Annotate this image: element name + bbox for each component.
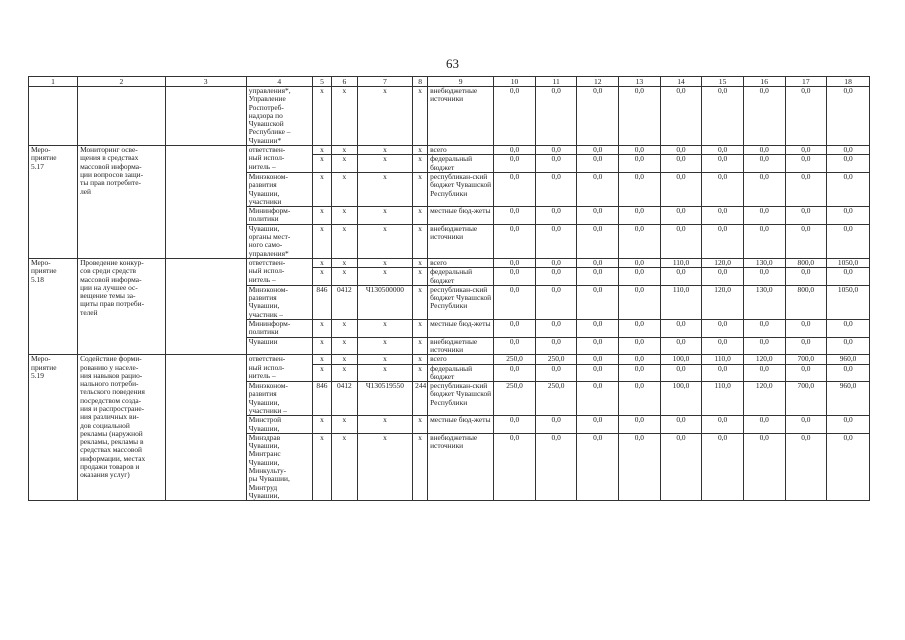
amount-2023-cell: 0,0 [660, 224, 702, 258]
target-article-cell: Ч130519550 [357, 382, 412, 416]
amount-2021-cell: 0,0 [577, 87, 619, 146]
amount-2022-cell: 0,0 [619, 172, 661, 206]
amount-2021-cell: 0,0 [577, 433, 619, 500]
amount-2031-2035-cell: 0,0 [827, 155, 870, 173]
amount-2031-2035-cell: 0,0 [827, 337, 870, 355]
funding-source-cell: федеральный бюджет [428, 268, 494, 286]
amount-2020-cell: 0,0 [535, 337, 577, 355]
amount-2019-cell: 0,0 [494, 258, 536, 267]
amount-2020-cell: 250,0 [535, 382, 577, 416]
amount-2019-cell: 0,0 [494, 224, 536, 258]
section-cell: x [332, 433, 358, 500]
amount-2024-cell: 120,0 [702, 258, 744, 267]
amount-2031-2035-cell: 0,0 [827, 146, 870, 155]
amount-2025-cell: 0,0 [743, 364, 785, 382]
table-row [29, 355, 870, 364]
amount-2023-cell: 110,0 [660, 258, 702, 267]
grbs-cell: x [312, 433, 331, 500]
amount-2026-2030-cell: 0,0 [785, 224, 827, 258]
amount-2031-2035-cell: 0,0 [827, 172, 870, 206]
goal-cell [165, 146, 246, 259]
executor-cell: ответствен- ный испол- нитель – [246, 146, 312, 173]
measure-id-cell: Меро- приятие 5.19 [29, 355, 78, 501]
amount-2019-cell: 0,0 [494, 207, 536, 225]
amount-2022-cell: 0,0 [619, 364, 661, 382]
measure-id-cell [29, 87, 78, 146]
amount-2022-cell: 0,0 [619, 382, 661, 416]
amount-2022-cell: 0,0 [619, 258, 661, 267]
amount-2025-cell: 120,0 [743, 355, 785, 364]
amount-2019-cell: 250,0 [494, 355, 536, 364]
section-cell: x [332, 155, 358, 173]
measure-name-cell: Проведение конкур- сов среди средств массовой информа- ции на лучшее ос- вещение темы за- щиты прав потреби- телей [78, 258, 166, 354]
grbs-cell: x [312, 146, 331, 155]
amount-2022-cell: 0,0 [619, 320, 661, 338]
target-article-cell: x [357, 224, 412, 258]
amount-2025-cell: 130,0 [743, 285, 785, 319]
amount-2023-cell: 0,0 [660, 320, 702, 338]
amount-2022-cell: 0,0 [619, 355, 661, 364]
funding-source-cell: республикан-ский бюджет Чувашской Республики [428, 382, 494, 416]
amount-2020-cell: 250,0 [535, 355, 577, 364]
amount-2021-cell: 0,0 [577, 355, 619, 364]
section-cell: 0412 [332, 285, 358, 319]
funding-source-cell: внебюджетные источники [428, 337, 494, 355]
amount-2024-cell: 0,0 [702, 433, 744, 500]
amount-2020-cell: 0,0 [535, 285, 577, 319]
amount-2023-cell: 0,0 [660, 207, 702, 225]
grbs-cell: x [312, 172, 331, 206]
amount-2020-cell: 0,0 [535, 224, 577, 258]
target-article-cell: x [357, 87, 412, 146]
amount-2022-cell: 0,0 [619, 337, 661, 355]
amount-2026-2030-cell: 0,0 [785, 207, 827, 225]
target-article-cell: x [357, 258, 412, 267]
grbs-cell: x [312, 155, 331, 173]
amount-2031-2035-cell: 960,0 [827, 382, 870, 416]
grbs-cell: 846 [312, 285, 331, 319]
header-cell: 3 [165, 77, 246, 87]
section-cell: x [332, 337, 358, 355]
measure-name-cell: Мониторинг осве- щения в средствах массовой информа- ции вопросов защи- ты прав потребите- лей [78, 146, 166, 259]
amount-2021-cell: 0,0 [577, 258, 619, 267]
executor-cell: Минэконом- развития Чувашии, участники [246, 172, 312, 206]
amount-2020-cell: 0,0 [535, 364, 577, 382]
budget-table [28, 76, 870, 501]
header-cell: 6 [332, 77, 358, 87]
amount-2024-cell: 120,0 [702, 285, 744, 319]
amount-2031-2035-cell: 1050,0 [827, 285, 870, 319]
section-cell: x [332, 172, 358, 206]
header-cell: 17 [785, 77, 827, 87]
amount-2021-cell: 0,0 [577, 146, 619, 155]
grbs-cell: 846 [312, 382, 331, 416]
amount-2023-cell: 0,0 [660, 364, 702, 382]
target-article-cell: x [357, 146, 412, 155]
amount-2026-2030-cell: 0,0 [785, 433, 827, 500]
amount-2026-2030-cell: 0,0 [785, 337, 827, 355]
target-article-cell: x [357, 364, 412, 382]
expense-group-cell: x [413, 355, 428, 364]
measure-name-cell [78, 87, 166, 146]
amount-2021-cell: 0,0 [577, 382, 619, 416]
grbs-cell: x [312, 268, 331, 286]
amount-2021-cell: 0,0 [577, 364, 619, 382]
amount-2026-2030-cell: 0,0 [785, 364, 827, 382]
expense-group-cell: x [413, 364, 428, 382]
amount-2023-cell: 0,0 [660, 146, 702, 155]
amount-2022-cell: 0,0 [619, 146, 661, 155]
expense-group-cell: x [413, 285, 428, 319]
funding-source-cell: местные бюд-жеты [428, 416, 494, 434]
amount-2026-2030-cell: 0,0 [785, 146, 827, 155]
amount-2024-cell: 0,0 [702, 320, 744, 338]
section-cell: x [332, 364, 358, 382]
amount-2022-cell: 0,0 [619, 268, 661, 286]
amount-2031-2035-cell: 0,0 [827, 87, 870, 146]
target-article-cell: Ч130500000 [357, 285, 412, 319]
funding-source-cell: федеральный бюджет [428, 364, 494, 382]
amount-2019-cell: 0,0 [494, 172, 536, 206]
amount-2024-cell: 0,0 [702, 146, 744, 155]
amount-2021-cell: 0,0 [577, 337, 619, 355]
amount-2020-cell: 0,0 [535, 416, 577, 434]
amount-2031-2035-cell: 0,0 [827, 364, 870, 382]
amount-2031-2035-cell: 0,0 [827, 207, 870, 225]
section-cell: x [332, 268, 358, 286]
amount-2020-cell: 0,0 [535, 268, 577, 286]
expense-group-cell: x [413, 172, 428, 206]
target-article-cell: x [357, 268, 412, 286]
amount-2019-cell: 0,0 [494, 268, 536, 286]
amount-2025-cell: 130,0 [743, 258, 785, 267]
header-cell: 10 [494, 77, 536, 87]
grbs-cell: x [312, 337, 331, 355]
amount-2026-2030-cell: 0,0 [785, 155, 827, 173]
amount-2019-cell: 0,0 [494, 416, 536, 434]
amount-2019-cell: 0,0 [494, 285, 536, 319]
section-cell: x [332, 258, 358, 267]
section-cell: x [332, 224, 358, 258]
amount-2025-cell: 0,0 [743, 172, 785, 206]
target-article-cell: x [357, 155, 412, 173]
amount-2024-cell: 0,0 [702, 268, 744, 286]
amount-2020-cell: 0,0 [535, 172, 577, 206]
amount-2021-cell: 0,0 [577, 416, 619, 434]
funding-source-cell: всего [428, 258, 494, 267]
expense-group-cell: x [413, 258, 428, 267]
amount-2024-cell: 110,0 [702, 382, 744, 416]
amount-2025-cell: 0,0 [743, 146, 785, 155]
executor-cell: Минстрой Чувашии, [246, 416, 312, 434]
amount-2024-cell: 0,0 [702, 207, 744, 225]
target-article-cell: x [357, 172, 412, 206]
amount-2026-2030-cell: 0,0 [785, 268, 827, 286]
page-number: 63 [446, 56, 459, 71]
executor-cell: Минэконом- развития Чувашии, участник – [246, 285, 312, 319]
header-cell: 12 [577, 77, 619, 87]
target-article-cell: x [357, 355, 412, 364]
header-cell: 1 [29, 77, 78, 87]
header-row [29, 77, 870, 87]
funding-source-cell: всего [428, 146, 494, 155]
amount-2023-cell: 0,0 [660, 87, 702, 146]
amount-2019-cell: 0,0 [494, 87, 536, 146]
amount-2020-cell: 0,0 [535, 146, 577, 155]
amount-2022-cell: 0,0 [619, 207, 661, 225]
expense-group-cell: x [413, 433, 428, 500]
amount-2025-cell: 0,0 [743, 337, 785, 355]
section-cell: x [332, 87, 358, 146]
header-cell: 5 [312, 77, 331, 87]
amount-2022-cell: 0,0 [619, 155, 661, 173]
amount-2022-cell: 0,0 [619, 285, 661, 319]
amount-2026-2030-cell: 0,0 [785, 172, 827, 206]
amount-2019-cell: 0,0 [494, 155, 536, 173]
amount-2019-cell: 0,0 [494, 146, 536, 155]
grbs-cell: x [312, 355, 331, 364]
amount-2023-cell: 110,0 [660, 285, 702, 319]
amount-2021-cell: 0,0 [577, 207, 619, 225]
amount-2025-cell: 120,0 [743, 382, 785, 416]
executor-cell: ответствен- ный испол- нитель – [246, 258, 312, 285]
funding-source-cell: республикан-ский бюджет Чувашской Республики [428, 172, 494, 206]
goal-cell [165, 87, 246, 146]
executor-cell: ответствен- ный испол- нитель – [246, 355, 312, 382]
amount-2019-cell: 0,0 [494, 320, 536, 338]
header-cell: 8 [413, 77, 428, 87]
amount-2024-cell: 0,0 [702, 364, 744, 382]
amount-2020-cell: 0,0 [535, 87, 577, 146]
section-cell: x [332, 416, 358, 434]
grbs-cell: x [312, 320, 331, 338]
amount-2024-cell: 0,0 [702, 416, 744, 434]
amount-2026-2030-cell: 700,0 [785, 382, 827, 416]
amount-2020-cell: 0,0 [535, 207, 577, 225]
funding-source-cell: федеральный бюджет [428, 155, 494, 173]
target-article-cell: x [357, 207, 412, 225]
amount-2025-cell: 0,0 [743, 87, 785, 146]
header-cell: 18 [827, 77, 870, 87]
table-row [29, 87, 870, 146]
amount-2024-cell: 0,0 [702, 155, 744, 173]
amount-2022-cell: 0,0 [619, 416, 661, 434]
amount-2023-cell: 0,0 [660, 155, 702, 173]
amount-2022-cell: 0,0 [619, 433, 661, 500]
amount-2021-cell: 0,0 [577, 155, 619, 173]
expense-group-cell: x [413, 320, 428, 338]
target-article-cell: x [357, 433, 412, 500]
amount-2031-2035-cell: 0,0 [827, 320, 870, 338]
expense-group-cell: x [413, 87, 428, 146]
amount-2019-cell: 0,0 [494, 337, 536, 355]
header-cell: 2 [78, 77, 166, 87]
expense-group-cell: x [413, 146, 428, 155]
amount-2021-cell: 0,0 [577, 285, 619, 319]
amount-2020-cell: 0,0 [535, 320, 577, 338]
header-cell: 15 [702, 77, 744, 87]
measure-name-cell: Содействие форми- рованию у населе- ния навыков рацио- нального потреби- тельского поведения посредством созда- ния и распростране- ния различных ви- дов социальной рекламы (наружной рекламы, рекламы в средствах массовой информации, местах продажи товаров и оказания услуг) [78, 355, 166, 501]
amount-2031-2035-cell: 0,0 [827, 224, 870, 258]
grbs-cell: x [312, 224, 331, 258]
expense-group-cell: x [413, 268, 428, 286]
amount-2024-cell: 0,0 [702, 172, 744, 206]
section-cell: x [332, 355, 358, 364]
amount-2021-cell: 0,0 [577, 172, 619, 206]
funding-source-cell: всего [428, 355, 494, 364]
amount-2025-cell: 0,0 [743, 268, 785, 286]
header-cell: 13 [619, 77, 661, 87]
amount-2020-cell: 0,0 [535, 155, 577, 173]
amount-2025-cell: 0,0 [743, 416, 785, 434]
amount-2019-cell: 0,0 [494, 364, 536, 382]
amount-2023-cell: 100,0 [660, 382, 702, 416]
amount-2019-cell: 0,0 [494, 433, 536, 500]
amount-2026-2030-cell: 800,0 [785, 258, 827, 267]
amount-2023-cell: 0,0 [660, 268, 702, 286]
funding-source-cell: местные бюд-жеты [428, 320, 494, 338]
amount-2020-cell: 0,0 [535, 258, 577, 267]
amount-2022-cell: 0,0 [619, 224, 661, 258]
amount-2026-2030-cell: 700,0 [785, 355, 827, 364]
funding-source-cell: внебюджетные источники [428, 224, 494, 258]
measure-id-cell: Меро- приятие 5.18 [29, 258, 78, 354]
amount-2031-2035-cell: 960,0 [827, 355, 870, 364]
funding-source-cell: местные бюд-жеты [428, 207, 494, 225]
amount-2019-cell: 250,0 [494, 382, 536, 416]
amount-2024-cell: 0,0 [702, 224, 744, 258]
amount-2023-cell: 0,0 [660, 433, 702, 500]
amount-2023-cell: 0,0 [660, 416, 702, 434]
amount-2026-2030-cell: 0,0 [785, 87, 827, 146]
section-cell: x [332, 320, 358, 338]
funding-source-cell: внебюджетные источники [428, 87, 494, 146]
expense-group-cell: x [413, 207, 428, 225]
executor-cell: Мининформ- политики [246, 207, 312, 225]
executor-cell: управления*, Управление Роспотреб- надзора по Чувашской Республике – Чувашии* [246, 87, 312, 146]
target-article-cell: x [357, 337, 412, 355]
amount-2025-cell: 0,0 [743, 207, 785, 225]
amount-2025-cell: 0,0 [743, 155, 785, 173]
expense-group-cell: x [413, 416, 428, 434]
table-row [29, 146, 870, 155]
amount-2024-cell: 0,0 [702, 87, 744, 146]
funding-source-cell: республикан-ский бюджет Чувашской Республики [428, 285, 494, 319]
executor-cell: Чувашии [246, 337, 312, 355]
grbs-cell: x [312, 416, 331, 434]
header-cell: 9 [428, 77, 494, 87]
amount-2031-2035-cell: 0,0 [827, 268, 870, 286]
amount-2020-cell: 0,0 [535, 433, 577, 500]
amount-2031-2035-cell: 1050,0 [827, 258, 870, 267]
header-cell: 16 [743, 77, 785, 87]
header-cell: 4 [246, 77, 312, 87]
executor-cell: Минэконом- развития Чувашии, участники – [246, 382, 312, 416]
amount-2031-2035-cell: 0,0 [827, 416, 870, 434]
amount-2024-cell: 110,0 [702, 355, 744, 364]
amount-2024-cell: 0,0 [702, 337, 744, 355]
grbs-cell: x [312, 207, 331, 225]
measure-id-cell: Меро- приятие 5.17 [29, 146, 78, 259]
amount-2025-cell: 0,0 [743, 433, 785, 500]
expense-group-cell: x [413, 155, 428, 173]
amount-2031-2035-cell: 0,0 [827, 433, 870, 500]
goal-cell [165, 355, 246, 501]
amount-2025-cell: 0,0 [743, 224, 785, 258]
executor-cell: Мининформ- политики [246, 320, 312, 338]
grbs-cell: x [312, 87, 331, 146]
expense-group-cell: x [413, 224, 428, 258]
table-row [29, 258, 870, 267]
goal-cell [165, 258, 246, 354]
expense-group-cell: 244 [413, 382, 428, 416]
amount-2026-2030-cell: 0,0 [785, 416, 827, 434]
header-cell: 11 [535, 77, 577, 87]
amount-2023-cell: 100,0 [660, 355, 702, 364]
section-cell: x [332, 146, 358, 155]
target-article-cell: x [357, 320, 412, 338]
amount-2021-cell: 0,0 [577, 320, 619, 338]
amount-2021-cell: 0,0 [577, 224, 619, 258]
section-cell: 0412 [332, 382, 358, 416]
executor-cell: Минздрав Чувашии, Минтранс Чувашии, Минкульту- ры Чувашии, Минтруд Чувашии, [246, 433, 312, 500]
amount-2021-cell: 0,0 [577, 268, 619, 286]
amount-2026-2030-cell: 0,0 [785, 320, 827, 338]
expense-group-cell: x [413, 337, 428, 355]
grbs-cell: x [312, 258, 331, 267]
funding-source-cell: внебюджетные источники [428, 433, 494, 500]
amount-2025-cell: 0,0 [743, 320, 785, 338]
amount-2022-cell: 0,0 [619, 87, 661, 146]
amount-2023-cell: 0,0 [660, 172, 702, 206]
header-cell: 7 [357, 77, 412, 87]
header-cell: 14 [660, 77, 702, 87]
executor-cell: Чувашии, органы мест- ного само- управления* [246, 224, 312, 258]
grbs-cell: x [312, 364, 331, 382]
section-cell: x [332, 207, 358, 225]
amount-2026-2030-cell: 800,0 [785, 285, 827, 319]
target-article-cell: x [357, 416, 412, 434]
amount-2023-cell: 0,0 [660, 337, 702, 355]
